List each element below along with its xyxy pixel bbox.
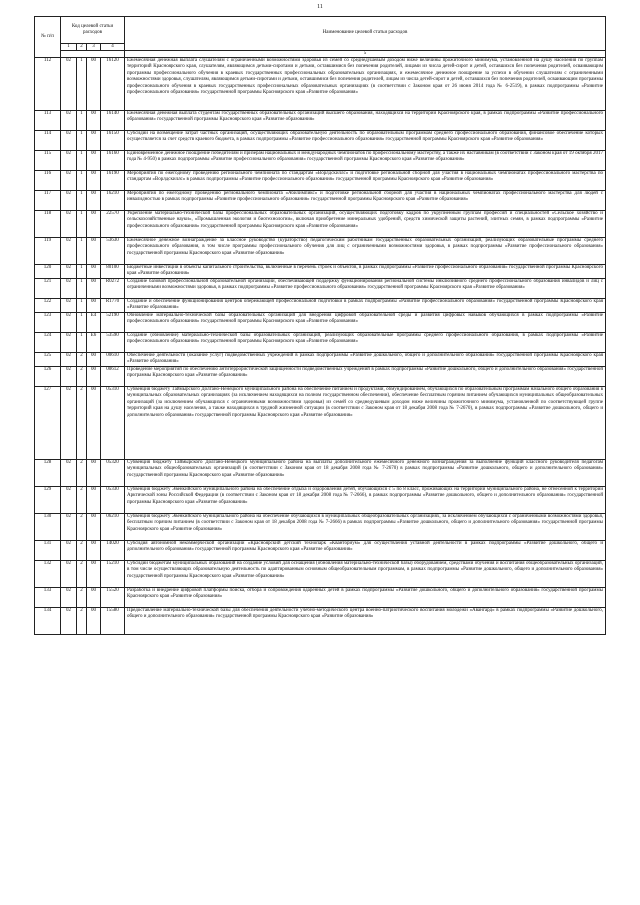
table-row <box>35 313 606 333</box>
code-program: 02 <box>61 238 77 265</box>
row-name: Субсидии на возмещение затрат частных организаций, осуществляющих образовательную деятельность по образовательным программам среднего профессионального образования, финансовое обеспечение которых осуществляется за счет средств краевого бюджета, в рамках подпрограммы «Развитие профессионального образования» государственной программы Красноярского края «Развитие образования» <box>125 131 606 151</box>
code-program: 02 <box>61 541 77 561</box>
code-program: 02 <box>61 131 77 151</box>
code-direction: 00 <box>87 238 101 265</box>
row-name: Мероприятия по ежегодному проведению регионального чемпионата по стандартам «Ворлдскиллс» и подготовке региональной сборной для участия в национальных чемпионатах профессионального мастерства по стандартам «Ворлдскиллс» в рамках подпрограммы «Развитие профессионального образования» государственной программы Красноярского края «Развитие образования» <box>125 171 606 191</box>
code-subprogram: 2 <box>77 608 87 635</box>
header-spacer <box>61 51 125 58</box>
code-direction: E4 <box>87 313 101 333</box>
code-expense: 15520 <box>101 588 125 608</box>
code-direction: 00 <box>87 191 101 211</box>
code-expense: 16160 <box>101 151 125 171</box>
code-expense: 05320 <box>101 460 125 487</box>
row-name: Укрепление материально-технической базы профессиональных образовательных организаций, осуществляющих подготовку кадров по укрупненным группам профессий и специальностей «Сельское хозяйство и сельскохозяйственные науки», «Промышленная экология и биотехнологии», включая приобретение минеральных удобрений, средств химической защиты растений, элитных семян, в рамках подпрограммы «Развитие профессионального образования» государственной программы Красноярского края «Развитие образования» <box>125 211 606 238</box>
row-name: Создание базовой профессиональной образовательной организации, обеспечивающей поддержку функционирования региональной системы инклюзивного среднего профессионального образования инвалидов и лиц с ограниченными возможностями здоровья, в рамках подпрограммы «Развитие профессионального образования» государственной программы Красноярского края «Развитие образования» <box>125 279 606 299</box>
code-direction: 00 <box>87 265 101 279</box>
code-subprogram: 1 <box>77 265 87 279</box>
code-subprogram: 1 <box>77 58 87 111</box>
code-subprogram: 2 <box>77 588 87 608</box>
row-number: 128 <box>35 460 61 487</box>
row-number: 122 <box>35 299 61 313</box>
code-expense: 52190 <box>101 313 125 333</box>
code-expense: 16210 <box>101 191 125 211</box>
code-direction: 00 <box>87 299 101 313</box>
table-row <box>35 487 606 514</box>
page-number: 11 <box>317 4 323 10</box>
row-number: 129 <box>35 487 61 514</box>
table-row <box>35 367 606 387</box>
table-row <box>35 171 606 191</box>
code-subprogram: 1 <box>77 111 87 131</box>
row-name: Создание и обеспечение функционирования центров опережающей профессиональной подготовки в рамках подпрограммы «Развитие профессионального образования» государственной программы Красноярского края «Развитие образования» <box>125 299 606 313</box>
table-row <box>35 333 606 353</box>
row-number: 119 <box>35 238 61 265</box>
table-row <box>35 191 606 211</box>
table-row <box>35 238 606 265</box>
table-row <box>35 279 606 299</box>
code-expense: 16190 <box>101 171 125 191</box>
code-program: 02 <box>61 353 77 367</box>
table-row <box>35 299 606 313</box>
code-expense: 53590 <box>101 333 125 353</box>
row-name: Обновление материально-технической базы образовательных организаций для внедрения цифровой образовательной среды и развития цифровых навыков обучающихся в рамках подпрограммы «Развитие профессионального образования» государственной программы Красноярского края «Развитие образования» <box>125 313 606 333</box>
code-subprogram: 1 <box>77 151 87 171</box>
code-expense: 16150 <box>101 131 125 151</box>
row-number: 134 <box>35 608 61 635</box>
code-subprogram: 2 <box>77 514 87 541</box>
code-expense: R1770 <box>101 299 125 313</box>
code-expense: 16120 <box>101 58 125 111</box>
code-program: 02 <box>61 588 77 608</box>
code-direction: 00 <box>87 171 101 191</box>
code-program: 02 <box>61 333 77 353</box>
code-program: 02 <box>61 58 77 111</box>
row-number: 117 <box>35 191 61 211</box>
row-number: 132 <box>35 561 61 588</box>
row-name: Бюджетные инвестиции в объекты капитального строительства, включенные в перечень строек и объектов, в рамках подпрограммы «Развитие профессионального образования» государственной программы Красноярского края «Развитие образования» <box>125 265 606 279</box>
table-row <box>35 111 606 131</box>
row-number: 127 <box>35 387 61 460</box>
row-number: 124 <box>35 333 61 353</box>
table-row <box>35 211 606 238</box>
row-number: 126 <box>35 367 61 387</box>
code-program: 02 <box>61 367 77 387</box>
row-name: Субвенция бюджету Таймырского Долгано-Ненецкого муниципального района на выплаты дополнительного ежемесячного денежного вознаграждения за выполнение функций классного руководителя педагогам муниципальных общеобразовательных организаций (в соответствии с Законом края от 18 декабря 2008 года № 7-2670) в рамках подпрограммы «Развитие дошкольного, общего и дополнительного образования» государственной программы Красноярского края «Развитие образования» <box>125 460 606 487</box>
table-row <box>35 353 606 367</box>
row-number: 115 <box>35 151 61 171</box>
code-program: 02 <box>61 111 77 131</box>
row-name: Субвенция бюджету Эвенкийского муниципального района на обеспечение отдыха и оздоровления детей, обучающихся с 5 по 8 класс, проживающих на территории муниципального района, не отнесенной к территории Арктической зоны Российской Федерации (в соответствии с Законом края от 18 декабря 2008 года № 7-2666), в рамках подпрограммы «Развитие дошкольного, общего и дополнительного образования» государственной программы Красноярского края «Развитие образования» <box>125 487 606 514</box>
table-row <box>35 588 606 608</box>
table-row <box>35 387 606 460</box>
code-direction: 00 <box>87 111 101 131</box>
header-code-group: Код целевой статьи расходов <box>61 17 125 44</box>
code-program: 02 <box>61 299 77 313</box>
code-program: 02 <box>61 313 77 333</box>
code-direction: 00 <box>87 131 101 151</box>
code-subprogram: 1 <box>77 171 87 191</box>
code-subprogram: 2 <box>77 561 87 588</box>
row-number: 121 <box>35 279 61 299</box>
row-name: Субвенция бюджету Эвенкийского муниципального района на обеспечение обучающихся в муниципальных общеобразовательных организациях, за исключением обучающихся с ограниченными возможностями здоровья, бесплатным горячим питанием (в соответствии с Законом края от 18 декабря 2008 года № 7-2666) в рамках подпрограммы «Развитие дошкольного, общего и дополнительного образования» государственной программы Красноярского края «Развитие образования» <box>125 514 606 541</box>
row-number: 118 <box>35 211 61 238</box>
row-name: Ежемесячная денежная выплата слушателям с ограниченными возможностями здоровья из семей со среднедушевым доходом ниже величины прожиточного минимума, установленной на душу населения по группам территорий Красноярского края, слушателям, являющимся детьми-сиротами и детьми, оставшимися без попечения родителей, лицами из числа детей-сирот и детей, оставшихся без попечения родителей, осваивающим программы профессионального обучения в краевых государственных профессиональных образовательных организациях, и ежемесячное денежное поощрение за успехи в обучении слушателям с ограниченными возможностями здоровья, слушателям, являющимся детьми-сиротами и детьми, оставшимися без попечения родителей, лицам из числа детей-сирот и детей, оставшихся без попечения родителей, осваивающим программы профессионального обучения в краевых государственных профессиональных образовательных организациях (в соответствии с Законом края от 26 июня 2014 года № 6-2519), в рамках подпрограммы «Развитие профессионального образования» государственной программы Красноярского края «Развитие образования» <box>125 58 606 111</box>
code-subprogram: 1 <box>77 279 87 299</box>
row-name: Создание (обновление) материально-технической базы образовательных организаций, реализующих образовательные программы среднего профессионального образования, в рамках подпрограммы «Развитие профессионального образования» государственной программы Красноярского края «Развитие образования» <box>125 333 606 353</box>
code-subprogram: 1 <box>77 238 87 265</box>
code-subprogram: 2 <box>77 387 87 460</box>
table-row <box>35 151 606 171</box>
table-row <box>35 608 606 635</box>
code-expense: 22570 <box>101 211 125 238</box>
code-expense: 00610 <box>101 353 125 367</box>
row-name: Субсидия автономной некоммерческой организации «Красноярский детский технопарк «Кванториум» для осуществления уставной деятельности в рамках подпрограммы «Развитие дошкольного, общего и дополнительного образования» государственной программы Красноярского края «Развитие образования» <box>125 541 606 561</box>
code-direction: E6 <box>87 333 101 353</box>
table-row <box>35 265 606 279</box>
table-row <box>35 561 606 588</box>
code-subprogram: 1 <box>77 211 87 238</box>
code-program: 02 <box>61 171 77 191</box>
code-subprogram: 2 <box>77 460 87 487</box>
row-name: Предоставление материально-технической базы для обеспечения деятельности учебно-методического центра военно-патриотического воспитания молодежи «Авангард» в рамках подпрограммы «Развитие дошкольного, общего и дополнительного образования» государственной программы Красноярского края «Развитие образования» <box>125 608 606 635</box>
code-direction: 00 <box>87 514 101 541</box>
row-name: Разработка и внедрение цифровой платформы поиска, отбора и сопровождения одаренных детей в рамках подпрограммы «Развитие дошкольного, общего и дополнительного образования» государственной программы Красноярского края «Развитие образования» <box>125 588 606 608</box>
row-name: Обеспечение деятельности (оказание услуг) подведомственных учреждений в рамках подпрограммы «Развитие дошкольного, общего и дополнительного образования» государственной программы Красноярского края «Развитие образования» <box>125 353 606 367</box>
table-row <box>35 131 606 151</box>
row-number: 123 <box>35 313 61 333</box>
code-expense: 16140 <box>101 111 125 131</box>
row-number: 131 <box>35 541 61 561</box>
code-program: 02 <box>61 514 77 541</box>
table-row <box>35 460 606 487</box>
row-name: Единовременное денежное поощрение победителям и призерам национальных и международных чемпионатов по профессиональному мастерству, а также их наставникам (в соответствии с Законом края от 19 октября 2017 года № 4-950) в рамках подпрограммы «Развитие профессионального образования» государственной программы Красноярского края «Развитие образования» <box>125 151 606 171</box>
table-row <box>35 514 606 541</box>
code-program: 02 <box>61 279 77 299</box>
code-subprogram: 1 <box>77 333 87 353</box>
budget-classification-table <box>34 16 606 635</box>
table-row <box>35 541 606 561</box>
code-direction: 00 <box>87 279 101 299</box>
code-expense: 15210 <box>101 561 125 588</box>
code-direction: 00 <box>87 460 101 487</box>
header-sub-1: 1 <box>61 44 77 51</box>
row-number: 130 <box>35 514 61 541</box>
header-name: Наименование целевой статьи расходов <box>125 17 606 51</box>
code-subprogram: 1 <box>77 299 87 313</box>
code-direction: 00 <box>87 541 101 561</box>
code-expense: 05330 <box>101 487 125 514</box>
code-program: 02 <box>61 608 77 635</box>
row-number: 113 <box>35 111 61 131</box>
row-name: Ежемесячная денежная выплата студентам государственных образовательных организаций высшего образования, находящихся на территории Красноярского края, в рамках подпрограммы «Развитие профессионального образования» государственной программы Красноярского края «Развитие образования» <box>125 111 606 131</box>
code-subprogram: 1 <box>77 191 87 211</box>
code-subprogram: 2 <box>77 367 87 387</box>
row-number: 133 <box>35 588 61 608</box>
code-expense: R0272 <box>101 279 125 299</box>
code-subprogram: 2 <box>77 541 87 561</box>
row-number: 125 <box>35 353 61 367</box>
code-direction: 00 <box>87 387 101 460</box>
header-sub-2: 2 <box>77 44 87 51</box>
row-number: 112 <box>35 58 61 111</box>
code-expense: 53630 <box>101 238 125 265</box>
row-name: Ежемесячное денежное вознаграждение за классное руководство (кураторство) педагогическим работникам государственных образовательных организаций, реализующих образовательные программы среднего профессионального образования, в том числе программы профессионального обучения для лиц с ограниченными возможностями здоровья, в рамках подпрограммы «Развитие профессионального образования» государственной программы Красноярского края «Развитие образования» <box>125 238 606 265</box>
row-name: Мероприятия по ежегодному проведению регионального чемпионата «Абилимпикс» и подготовке региональной сборной для участия в национальных чемпионатах профессионального мастерства для людей с инвалидностью в рамках подпрограммы «Развитие профессионального образования» государственной программы Красноярского края «Развитие образования» <box>125 191 606 211</box>
row-name: Субвенция бюджету Таймырского Долгано-Ненецкого муниципального района на обеспечение питанием и продуктами, обмундированием, обучающихся по образовательным программам начального общего образования в муниципальных образовательных организациях (за исключением находящихся на полном государственном обеспечении), обеспечение бесплатным горячим питанием обучающихся муниципальных общеобразовательных организаций (за исключением обучающихся с ограниченными возможностями здоровья) из семей со среднедушевым доходом ниже величины прожиточного минимума, установленной по соответствующей группе территорий края на душу населения, а также находящихся в трудной жизненной ситуации (в соответствии с Законом края от 18 декабря 2008 года № 7-2670), в рамках подпрограммы «Развитие дошкольного, общего и дополнительного образования» государственной программы Красноярского края «Развитие образования» <box>125 387 606 460</box>
code-subprogram: 2 <box>77 353 87 367</box>
code-expense: 80100 <box>101 265 125 279</box>
code-direction: 00 <box>87 58 101 111</box>
code-program: 02 <box>61 561 77 588</box>
header-sub-4: 4 <box>101 44 125 51</box>
header-name-index: 5 <box>125 51 606 58</box>
code-direction: 00 <box>87 151 101 171</box>
code-program: 02 <box>61 191 77 211</box>
table-row <box>35 58 606 111</box>
code-program: 02 <box>61 387 77 460</box>
code-expense: 14020 <box>101 541 125 561</box>
code-subprogram: 1 <box>77 313 87 333</box>
code-program: 02 <box>61 265 77 279</box>
code-program: 02 <box>61 460 77 487</box>
code-direction: 00 <box>87 588 101 608</box>
code-direction: 00 <box>87 353 101 367</box>
header-number: № п/п <box>35 17 61 58</box>
code-direction: 00 <box>87 608 101 635</box>
code-direction: 00 <box>87 561 101 588</box>
row-name: Субсидии бюджетам муниципальных образований на создание условий для оснащения (обновления материально-технической базы) оборудованием, средствами обучения и воспитания общеобразовательных организаций, в том числе осуществляющих образовательную деятельность по адаптированным основным общеобразовательным программам, в рамках подпрограммы «Развитие дошкольного, общего и дополнительного образования» государственной программы Красноярского края «Развитие образования» <box>125 561 606 588</box>
code-program: 02 <box>61 151 77 171</box>
row-number: 116 <box>35 171 61 191</box>
header-sub-3: 3 <box>87 44 101 51</box>
code-expense: 05310 <box>101 387 125 460</box>
row-name: Проведение мероприятий по обеспечению антитеррористической защищенности подведомственных учреждений в рамках подпрограммы «Развитие дошкольного, общего и дополнительного образования» государственной программы Красноярского края «Развитие образования» <box>125 367 606 387</box>
code-expense: 15580 <box>101 608 125 635</box>
code-direction: 00 <box>87 211 101 238</box>
code-expense: 00612 <box>101 367 125 387</box>
code-subprogram: 2 <box>77 487 87 514</box>
code-direction: 00 <box>87 487 101 514</box>
row-number: 120 <box>35 265 61 279</box>
code-program: 02 <box>61 211 77 238</box>
code-expense: 06210 <box>101 514 125 541</box>
row-number: 114 <box>35 131 61 151</box>
code-direction: 00 <box>87 367 101 387</box>
code-program: 02 <box>61 487 77 514</box>
code-subprogram: 1 <box>77 131 87 151</box>
